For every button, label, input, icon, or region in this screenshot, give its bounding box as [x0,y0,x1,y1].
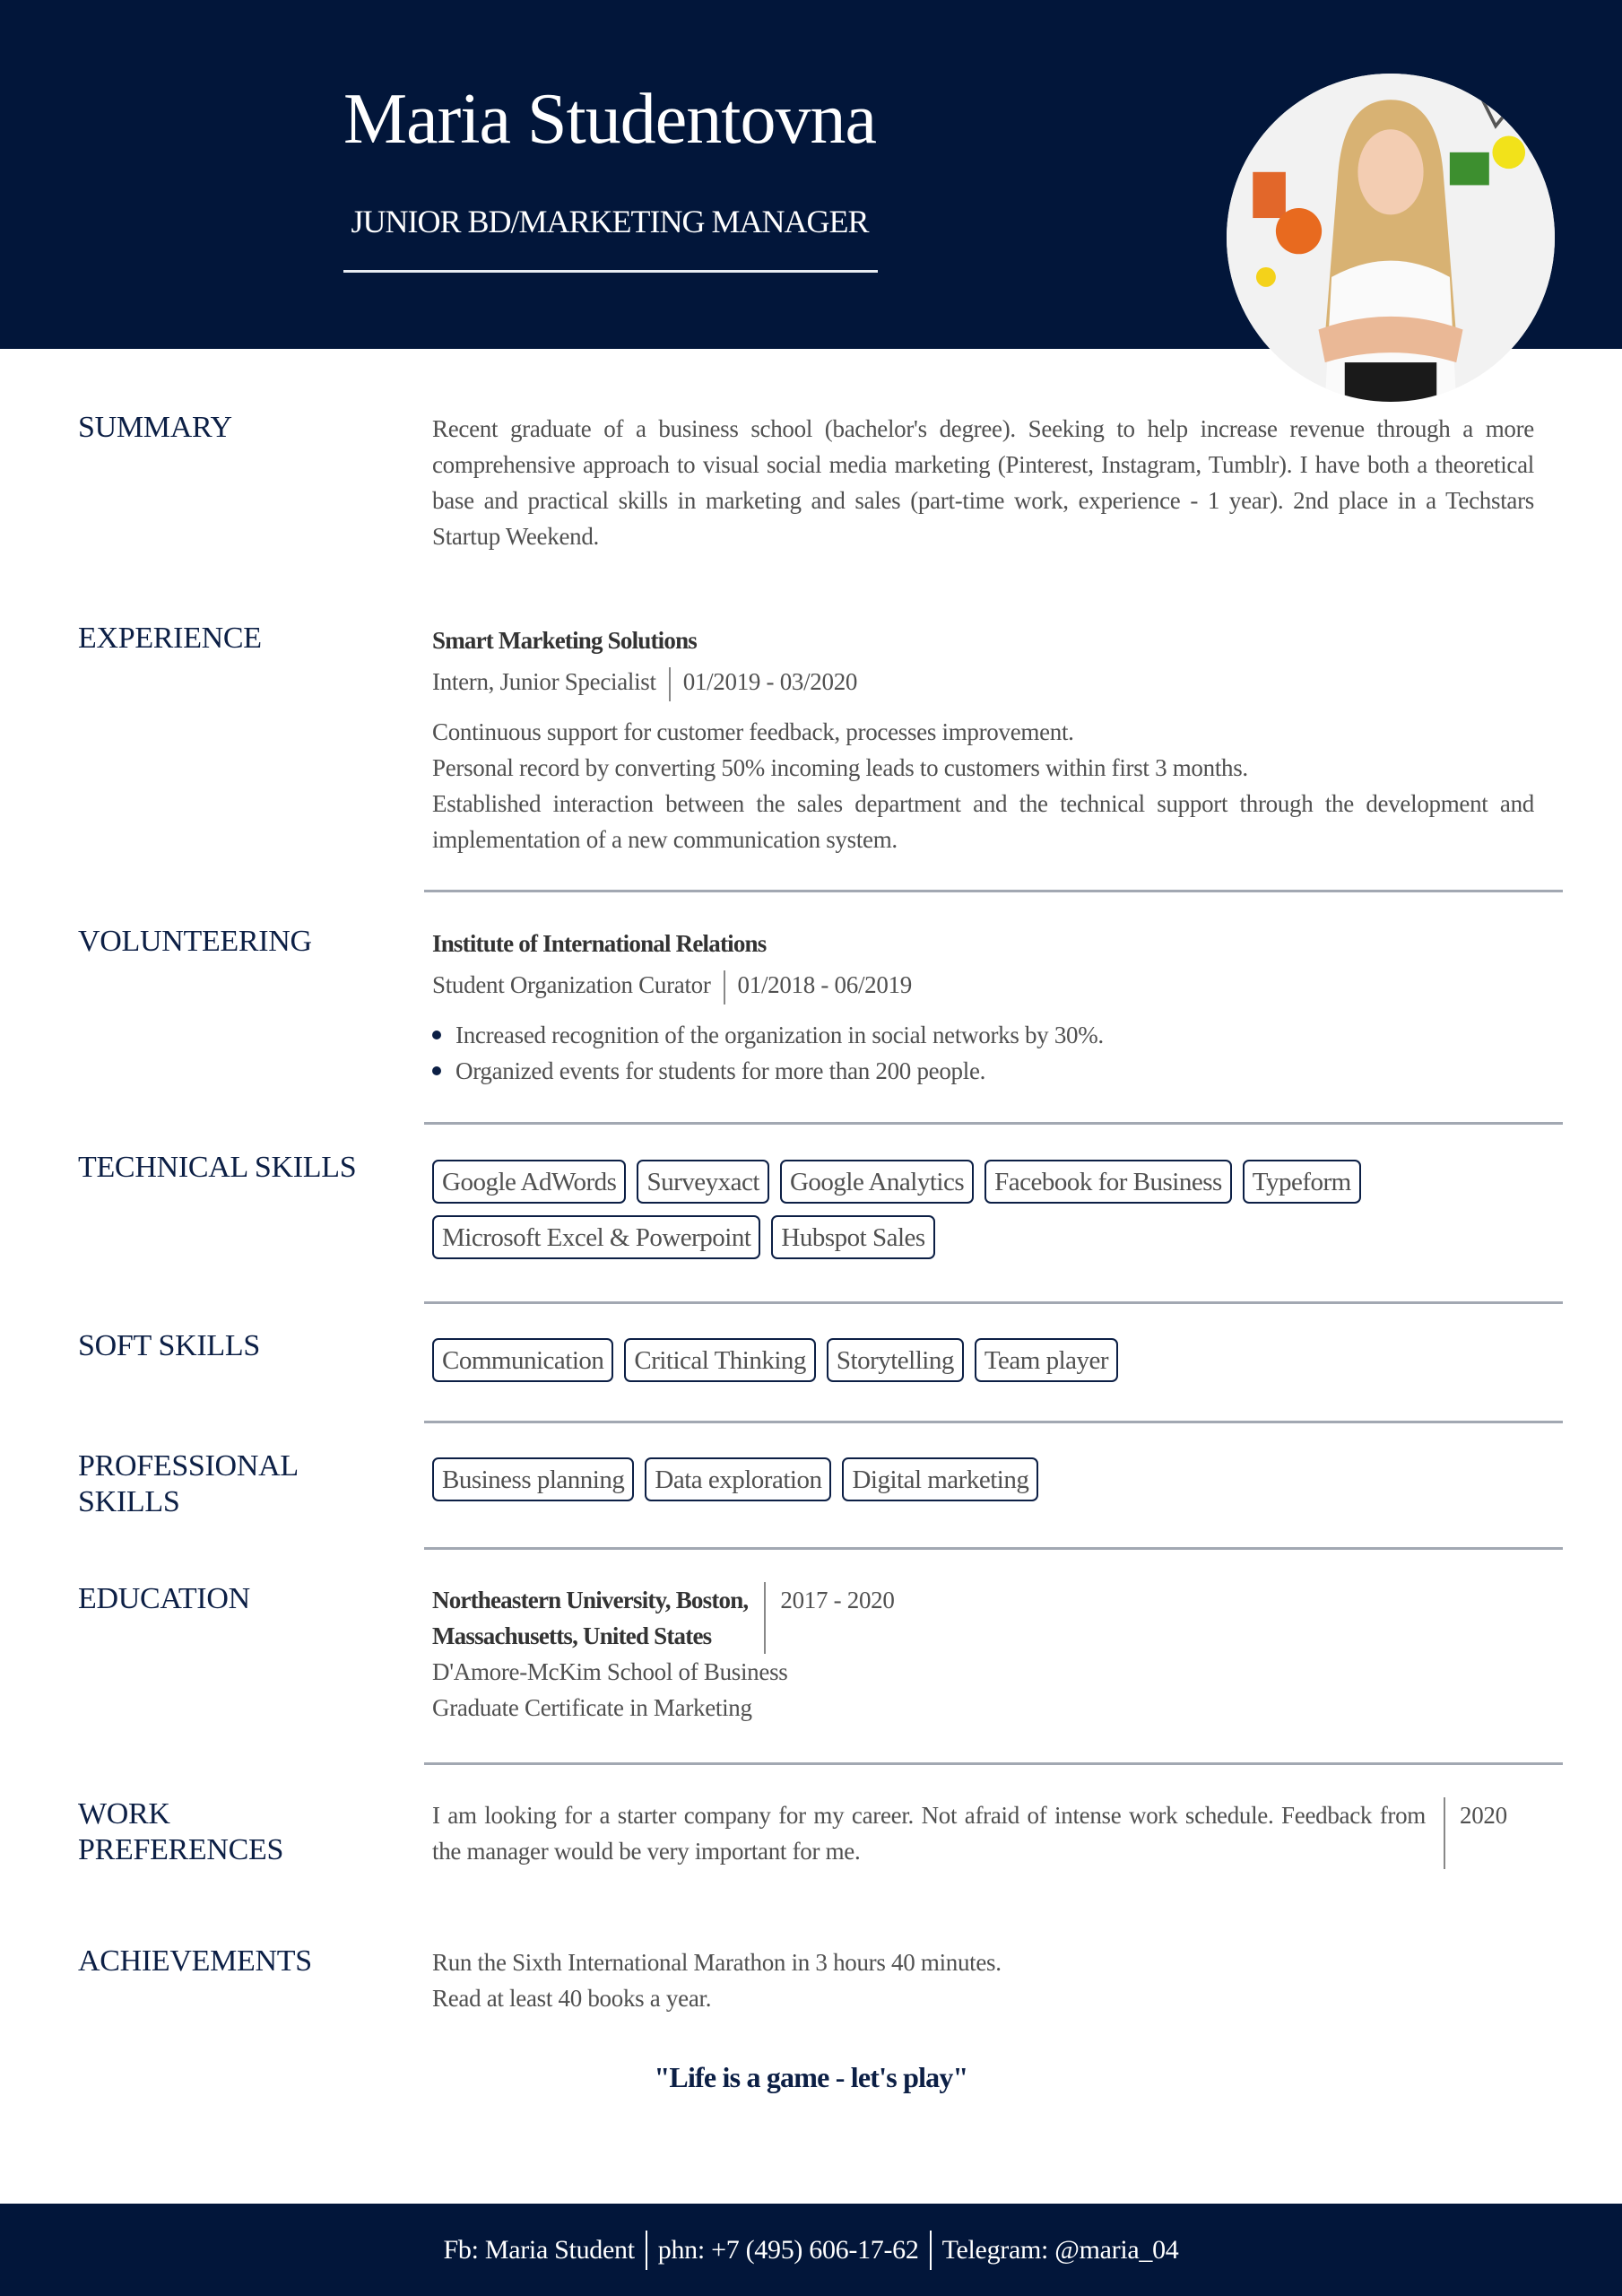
skill-tag: Digital marketing [842,1457,1038,1501]
skill-tag: Business planning [432,1457,634,1501]
candidate-name: Maria Studentovna [343,80,876,159]
skill-tag: Google Analytics [780,1160,974,1204]
job-title: JUNIOR BD/MARKETING MANAGER [351,204,869,239]
telegram-contact[interactable]: Telegram: @maria_04 [941,2234,1179,2265]
section-divider [424,1122,1563,1125]
experience-role: Intern, Junior Specialist [432,668,656,695]
experience-line: Established interaction between the sales department and the technical support through the development and implementation of a new communication system. [432,789,1534,853]
skill-tag: Storytelling [827,1338,964,1382]
work-preferences-entry [432,1797,1534,1869]
experience-description [432,714,1534,857]
heading-line: PREFERENCES [78,1833,284,1866]
skill-tag: Critical Thinking [624,1338,816,1382]
experience-heading: EXPERIENCE [78,622,262,655]
achievements-list [432,1944,1534,2016]
skill-tag: Surveyxact [637,1160,768,1204]
heading-line: SKILLS [78,1485,180,1518]
volunteering-entry [432,926,1534,1089]
achievement-item: Read at least 40 books a year. [432,1985,712,2012]
experience-entry [432,622,1534,857]
bullet-item [432,1053,1534,1089]
education-dates: 2017 - 2020 [780,1587,895,1613]
volunteering-bullets [432,1017,1534,1089]
header-underline [343,270,878,273]
volunteering-role: Student Organization Curator [432,971,711,998]
separator [646,2231,647,2270]
section-divider [424,1547,1563,1550]
education-school [432,1582,748,1654]
experience-role-line [432,664,1534,701]
skill-tag: Team player [975,1338,1118,1382]
separator [930,2231,932,2270]
section-divider [424,1301,1563,1304]
soft-skills-heading: SOFT SKILLS [78,1329,260,1362]
separator [1444,1797,1445,1869]
volunteering-role-line [432,967,1534,1004]
volunteering-heading: VOLUNTEERING [78,925,312,958]
bullet-icon [432,1031,441,1039]
school-line: Northeastern University, Boston, [432,1587,749,1613]
heading-line: WORK [78,1797,170,1831]
work-preferences-heading [78,1796,283,1868]
education-faculty: D'Amore-McKim School of Business [432,1658,788,1685]
education-school-row [432,1582,1534,1654]
contact-footer [0,2204,1622,2296]
profile-photo [1227,74,1555,402]
bullet-text: Increased recognition of the organization in social networks by 30%. [455,1021,1104,1048]
education-heading: EDUCATION [78,1582,250,1615]
bullet-item [432,1017,1534,1053]
technical-skills-heading: TECHNICAL SKILLS [78,1151,357,1184]
experience-line: Continuous support for customer feedback, processes improvement. [432,718,1074,745]
professional-skills-tags [432,1457,1534,1501]
summary-heading: SUMMARY [78,411,232,444]
technical-skills-tags [432,1160,1534,1259]
heading-line: PROFESSIONAL [78,1449,299,1483]
separator [764,1582,766,1654]
achievement-item: Run the Sixth International Marathon in 3 hours 40 minutes. [432,1949,1002,1976]
education-entry [432,1582,1534,1726]
skill-tag: Hubspot Sales [771,1215,934,1259]
education-degree: Graduate Certificate in Marketing [432,1694,752,1721]
summary-text: Recent graduate of a business school (bachelor's degree). Seeking to help increase revenue through a more comprehensive approach to visual social media marketing (Pinterest, Instagram, Tumblr). I have both a theoretical base and practical skills in marketing and sales (part-time work, experience - 1 year). 2nd place in a Techstars Startup Weekend. [432,415,1534,550]
skill-tag: Google AdWords [432,1160,626,1204]
bullet-text: Organized events for students for more than 200 people. [455,1057,986,1084]
facebook-contact[interactable]: Fb: Maria Student [443,2234,635,2265]
work-preferences-text: I am looking for a starter company for my career. Not afraid of intense work schedule. Feedback from the manager would be very important for me. [432,1802,1426,1865]
experience-company: Smart Marketing Solutions [432,627,698,654]
soft-skills-tags [432,1338,1534,1382]
motto-quote: "Life is a game - let's play" [654,2061,968,2093]
skill-tag: Data exploration [645,1457,831,1501]
volunteering-dates: 01/2018 - 06/2019 [737,971,912,998]
experience-dates: 01/2019 - 03/2020 [682,668,858,695]
experience-line: Personal record by converting 50% incoming leads to customers within first 3 months. [432,753,1248,781]
achievements-heading: ACHIEVEMENTS [78,1944,312,1978]
section-divider [424,1421,1563,1423]
professional-skills-heading [78,1448,299,1520]
section-divider [424,890,1563,892]
phone-contact[interactable]: phn: +7 (495) 606-17-62 [657,2234,919,2265]
school-line: Massachusetts, United States [432,1622,712,1649]
bullet-icon [432,1066,441,1075]
skill-tag: Communication [432,1338,613,1382]
separator [669,667,671,701]
volunteering-org: Institute of International Relations [432,930,767,957]
work-preferences-year: 2020 [1460,1802,1507,1829]
skill-tag: Typeform [1243,1160,1361,1204]
section-divider [424,1762,1563,1765]
separator [724,970,725,1004]
skill-tag: Microsoft Excel & Powerpoint [432,1215,760,1259]
skill-tag: Facebook for Business [984,1160,1232,1204]
